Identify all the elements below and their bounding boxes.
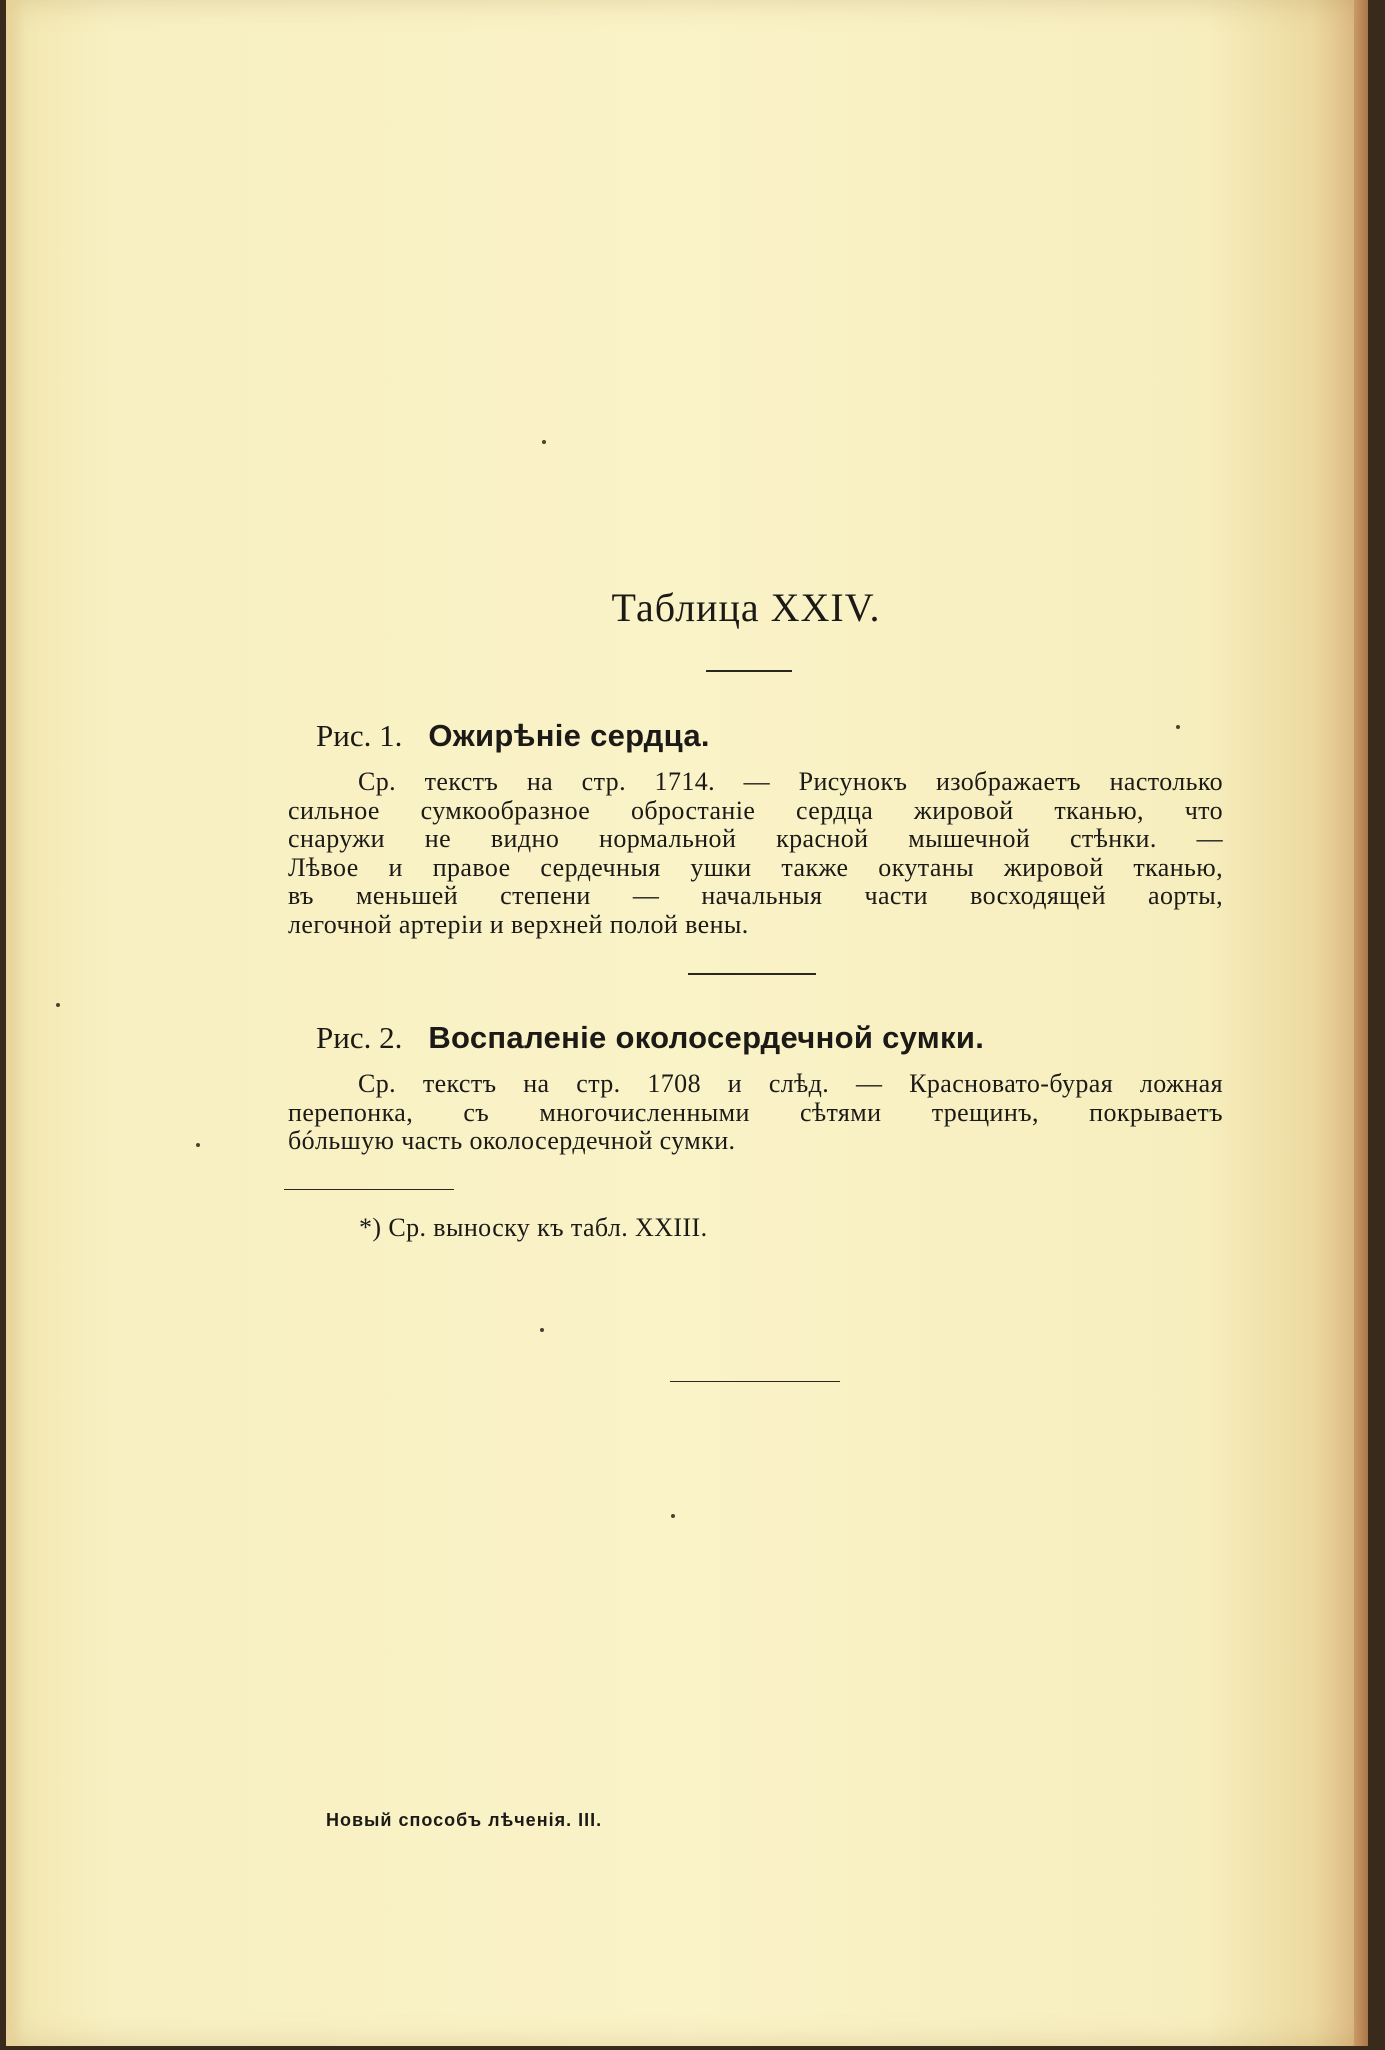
figure-1-line: сильное сумкообразное обростаніе сердца жировой тканью, что [288, 795, 1223, 825]
figure-1-description [288, 768, 1223, 940]
figure-2-line: перепонка, съ многочисленными сѣтями трещинъ, покрываетъ [288, 1097, 1223, 1127]
figure-1-line: въ меньшей степени — начальныя части восходящей аорты, [288, 881, 1223, 911]
footnote-rule [284, 1189, 454, 1190]
paper-speck [196, 1143, 200, 1147]
figure-2-number: Рис. 2. [316, 1020, 403, 1055]
paper-speck [540, 1328, 544, 1332]
figure-1-caption: Ожирѣніе сердца. [428, 718, 710, 753]
figure-2-line: бóльшую часть околосердечной сумки. [288, 1126, 736, 1156]
page-left-edge [6, 0, 24, 2046]
figure-2-line: Ср. текстъ на стр. 1708 и слѣд. — Красновато-бурая ложная [358, 1069, 1223, 1098]
figure-2-heading [316, 1020, 984, 1056]
page-right-edge [1354, 0, 1368, 2046]
figure-2-caption: Воспаленіе околосердечной сумки. [428, 1020, 985, 1055]
figure-divider [688, 973, 816, 975]
figure-1-line: легочной артеріи и верхней полой вены. [288, 909, 749, 939]
figure-1-heading [316, 718, 710, 754]
paper-speck [671, 1514, 675, 1518]
paper-speck [1176, 725, 1180, 729]
plate-title: Таблица XXIV. [611, 585, 881, 630]
end-divider [670, 1381, 840, 1382]
footnote: *) Ср. выноску къ табл. XXIII. [359, 1213, 708, 1242]
paper-speck [542, 440, 546, 444]
figure-1-line: снаружи не видно нормальной красной мышечной стѣнки. — [288, 824, 1223, 854]
figure-1-line: Ср. текстъ на стр. 1714. — Рисунокъ изображаетъ настолько [358, 767, 1223, 796]
paper-speck [56, 1003, 60, 1007]
signature-line: Новый способъ лѣченія. III. [326, 1810, 603, 1830]
figure-2-description [288, 1070, 1223, 1156]
title-divider [706, 670, 792, 672]
book-page [6, 0, 1368, 2046]
figure-1-number: Рис. 1. [316, 718, 403, 753]
figure-1-line: Лѣвое и правое сердечныя ушки также окутаны жировой тканью, [288, 852, 1223, 882]
